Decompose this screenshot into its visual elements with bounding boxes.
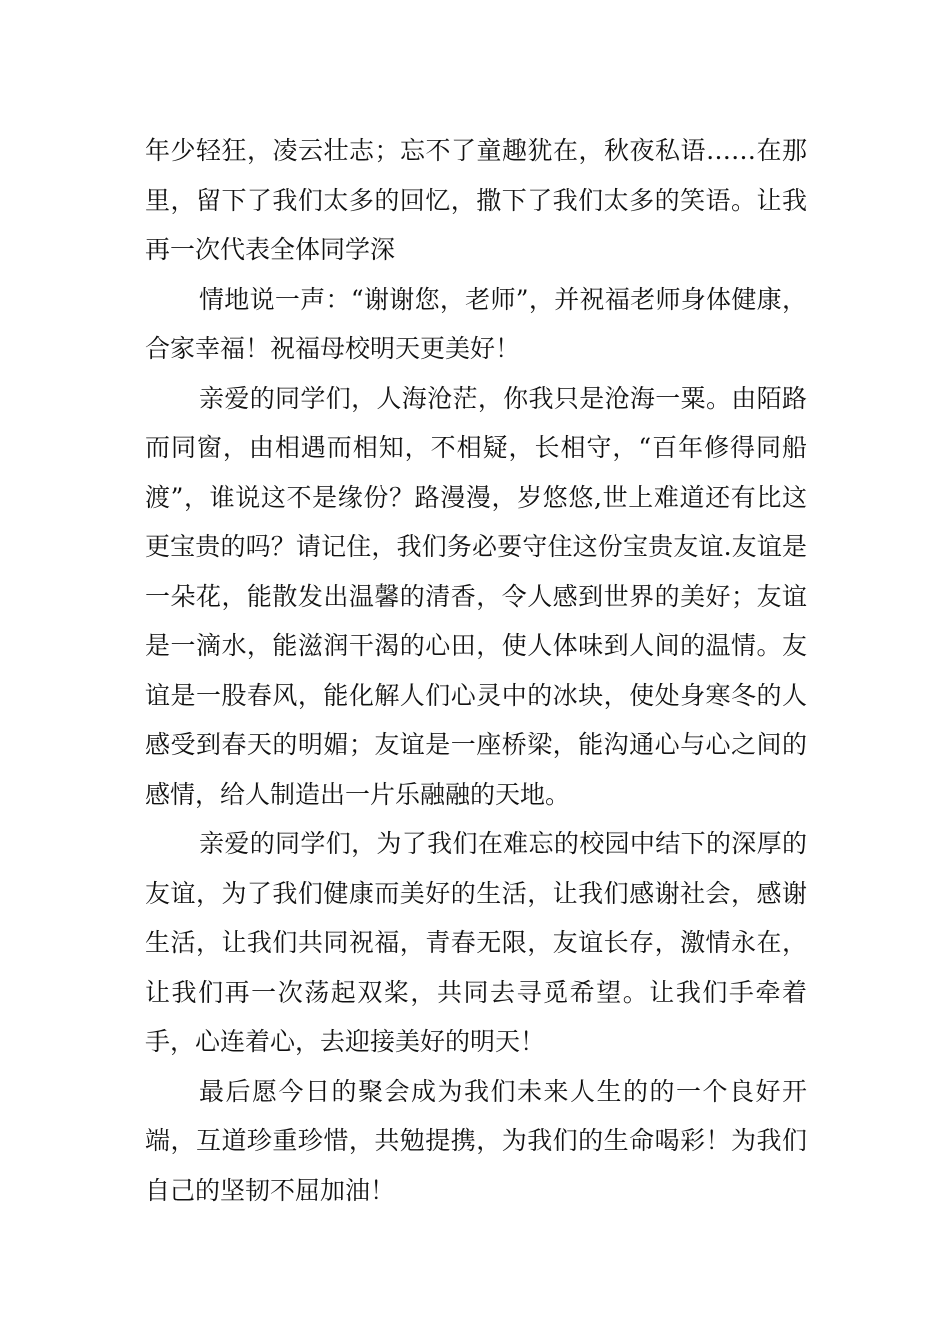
document-body (145, 126, 807, 1215)
paragraph-1: 年少轻狂，凌云壮志；忘不了童趣犹在，秋夜私语……在那里，留下了我们太多的回忆，撒下了我们太多的笑语。让我再一次代表全体同学深 (145, 136, 807, 264)
paragraph-5: 最后愿今日的聚会成为我们未来人生的的一个良好开端，互道珍重珍惜，共勉提携，为我们的生命喝彩！为我们自己的坚韧不屈加油！ (145, 1076, 807, 1205)
paragraph-3: 亲爱的同学们，人海沧茫，你我只是沧海一粟。由陌路而同窗，由相遇而相知，不相疑，长相守，“百年修得同船渡”，谁说这不是缘份？路漫漫，岁悠悠,世上难道还有比这更宝贵的吗？请记住，我们务必要守住这份宝贵友谊.友谊是一朵花，能散发出温馨的清香，令人感到世界的美好；友谊是一滴水，能滋润干渴的心田，使人体味到人间的温情。友谊是一股春风，能化解人们心灵中的冰块，使处身寒冬的人感受到春天的明媚；友谊是一座桥梁，能沟通心与心之间的感情，给人制造出一片乐融融的天地。 (145, 383, 807, 809)
paragraph-2: 情地说一声：“谢谢您，老师”，并祝福老师身体健康，合家幸福！祝福母校明天更美好！ (145, 284, 807, 363)
paragraph-4: 亲爱的同学们，为了我们在难忘的校园中结下的深厚的友谊，为了我们健康而美好的生活，让我们感谢社会，感谢生活，让我们共同祝福，青春无限，友谊长存，激情永在，让我们再一次荡起双桨，共同去寻觅希望。让我们手牵着手，心连着心，去迎接美好的明天！ (145, 829, 807, 1056)
